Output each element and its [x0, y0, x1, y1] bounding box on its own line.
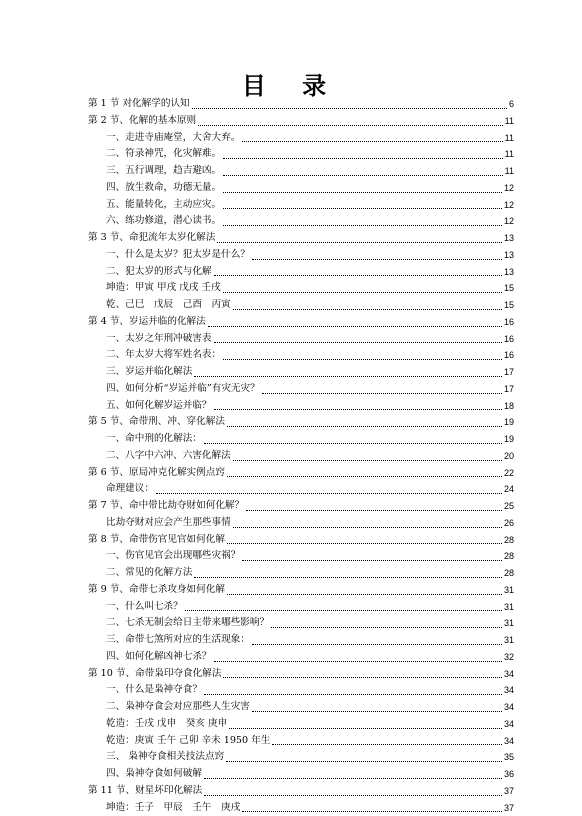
- toc-entry-page: 31: [504, 632, 514, 649]
- toc-dot-leader: [227, 476, 502, 477]
- toc-entry[interactable]: [88, 247, 514, 264]
- toc-entry[interactable]: [88, 96, 514, 113]
- toc-entry[interactable]: [88, 213, 514, 230]
- toc-entry-page: 12: [504, 213, 514, 230]
- toc-entry-page: 19: [504, 414, 514, 431]
- toc-entry-title: 第 6 节、原局冲克化解实例点窍: [88, 465, 225, 482]
- toc-dot-leader: [229, 728, 502, 729]
- toc-entry-title: 三、 枭神夺食相关技法点窍: [106, 749, 224, 766]
- toc-entry-page: 15: [504, 297, 514, 314]
- toc-dot-leader: [214, 661, 502, 662]
- toc-entry-page: 11: [505, 163, 514, 180]
- toc-entry-title: 三、命带七煞所对应的生活现象：: [106, 632, 250, 649]
- toc-dot-leader: [192, 108, 507, 109]
- toc-dot-leader: [233, 527, 502, 528]
- toc-entry-title: 一、什么叫七杀？: [106, 599, 183, 616]
- toc-dot-leader: [223, 359, 502, 360]
- toc-entry-page: 19: [504, 431, 514, 448]
- toc-entry-title: 五、能量转化，主动应灾。: [106, 197, 221, 214]
- toc-dot-leader: [223, 158, 503, 159]
- toc-entry-page: 12: [504, 197, 514, 214]
- toc-entry-page: 28: [504, 532, 514, 549]
- toc-dot-leader: [242, 811, 502, 812]
- toc-entry-page: 11: [505, 146, 514, 163]
- toc-entry-title: 第 3 节、命犯流年太岁化解法: [88, 230, 215, 247]
- toc-entry[interactable]: [88, 599, 514, 616]
- toc-entry-page: 31: [504, 599, 514, 616]
- toc-entry[interactable]: [88, 532, 514, 549]
- toc-entry-title: 坤造：甲寅 甲戌 戊戌 壬戌: [106, 280, 221, 297]
- toc-dot-leader: [252, 644, 502, 645]
- toc-entry[interactable]: [88, 800, 514, 816]
- toc-entry-page: 20: [504, 448, 514, 465]
- toc-dot-leader: [198, 125, 503, 126]
- toc-dot-leader: [233, 309, 502, 310]
- toc-entry[interactable]: [88, 331, 514, 348]
- toc-entry-title: 三、岁运并临化解法: [106, 364, 192, 381]
- toc-entry[interactable]: [88, 565, 514, 582]
- toc-entry-title: 一、什么是太岁？犯太岁是什么？: [106, 247, 250, 264]
- toc-dot-leader: [194, 376, 502, 377]
- toc-dot-leader: [233, 460, 502, 461]
- toc-entry-title: 第 9 节、命带七杀攻身如何化解: [88, 582, 225, 599]
- toc-entry-page: 17: [504, 381, 514, 398]
- toc-entry-page: 34: [504, 682, 514, 699]
- toc-entry[interactable]: [88, 314, 514, 331]
- toc-entry-page: 12: [504, 180, 514, 197]
- toc-entry-title: 坤造：壬子 甲辰 壬午 庚戌: [106, 800, 240, 816]
- toc-entry-title: 四、如何化解凶神七杀？: [106, 649, 212, 666]
- toc-dot-leader: [214, 409, 502, 410]
- toc-entry-title: 比劫夺财对应会产生那些事情: [106, 515, 231, 532]
- toc-entry-title: 乾造：庚寅 壬午 己卯 辛未 1950 年生: [106, 733, 270, 750]
- toc-entry[interactable]: [88, 783, 514, 800]
- toc-entry-page: 13: [504, 247, 514, 264]
- toc-entry-title: 四、放生救命，功德无量。: [106, 180, 221, 197]
- toc-entry[interactable]: [88, 766, 514, 783]
- toc-dot-leader: [242, 141, 502, 142]
- toc-entry[interactable]: [88, 733, 514, 750]
- toc-entry[interactable]: [88, 632, 514, 649]
- toc-dot-leader: [252, 259, 502, 260]
- toc-entry[interactable]: [88, 548, 514, 565]
- toc-entry-page: 34: [504, 733, 514, 750]
- toc-entry[interactable]: [88, 666, 514, 683]
- toc-entry-title: 第 1 节 对化解学的认知: [88, 96, 190, 113]
- toc-dot-leader: [262, 393, 502, 394]
- toc-entry-title: 四、枭神夺食如何破解: [106, 766, 202, 783]
- toc-entry[interactable]: [88, 398, 514, 415]
- toc-dot-leader: [223, 677, 502, 678]
- toc-dot-leader: [204, 694, 502, 695]
- toc-dot-leader: [223, 208, 502, 209]
- toc-dot-leader: [214, 342, 502, 343]
- toc-dot-leader: [185, 610, 502, 611]
- toc-dot-leader: [156, 493, 502, 494]
- toc-entry-page: 11: [505, 113, 514, 130]
- toc-entry-title: 第 11 节、财星坏印化解法: [88, 783, 202, 800]
- toc-entry[interactable]: [88, 146, 514, 163]
- toc-entry-page: 22: [504, 465, 514, 482]
- toc-entry-page: 26: [504, 515, 514, 532]
- toc-entry-title: 一、走进寺庙庵堂，大舍大弃。: [106, 130, 240, 147]
- toc-entry[interactable]: [88, 515, 514, 532]
- toc-dot-leader: [252, 711, 502, 712]
- toc-entry[interactable]: [88, 431, 514, 448]
- toc-entry[interactable]: [88, 414, 514, 431]
- toc-dot-leader: [208, 326, 502, 327]
- toc-entry-title: 第 2 节、化解的基本原则: [88, 113, 196, 130]
- toc-entry-page: 31: [504, 582, 514, 599]
- toc-dot-leader: [246, 510, 502, 511]
- toc-entry[interactable]: [88, 448, 514, 465]
- toc-entry[interactable]: [88, 230, 514, 247]
- toc-entry-title: 乾造：壬戌 戊申 癸亥 庚申: [106, 716, 227, 733]
- toc-entry-page: 6: [509, 96, 514, 113]
- toc-entry-page: 18: [504, 398, 514, 415]
- toc-entry[interactable]: [88, 364, 514, 381]
- page-title: 目 录: [0, 66, 582, 101]
- toc-entry-title: 二、枭神夺食会对应那些人生灾害: [106, 699, 250, 716]
- toc-entry[interactable]: [88, 297, 514, 314]
- toc-entry-page: 16: [504, 331, 514, 348]
- toc-entry-title: 一、什么是枭神夺食？: [106, 682, 202, 699]
- toc-entry-page: 37: [504, 800, 514, 816]
- toc-dot-leader: [227, 426, 502, 427]
- toc-entry-page: 34: [504, 716, 514, 733]
- toc-dot-leader: [204, 795, 502, 796]
- toc-entry-page: 17: [504, 364, 514, 381]
- toc-entry-title: 二、八字中六冲、六害化解法: [106, 448, 231, 465]
- toc-entry-page: 31: [504, 615, 514, 632]
- toc-entry[interactable]: [88, 749, 514, 766]
- toc-entry-title: 二、犯太岁的形式与化解: [106, 264, 212, 281]
- toc-entry-title: 一、伤官见官会出现哪些灾祸？: [106, 548, 240, 565]
- toc-entry-title: 二、七杀无制会给日主带来哪些影响？: [106, 615, 269, 632]
- toc-entry[interactable]: [88, 280, 514, 297]
- toc-dot-leader: [204, 778, 502, 779]
- toc-entry-title: 二、年太岁大将军姓名表：: [106, 347, 221, 364]
- toc-entry-page: 15: [504, 280, 514, 297]
- toc-entry[interactable]: [88, 699, 514, 716]
- toc-dot-leader: [227, 594, 502, 595]
- toc-entry-title: 第 10 节、命带枭印夺食化解法: [88, 666, 221, 683]
- toc-dot-leader: [223, 192, 502, 193]
- toc-dot-leader: [272, 744, 502, 745]
- toc-entry[interactable]: [88, 498, 514, 515]
- toc-entry-title: 命理建议：: [106, 481, 154, 498]
- toc-entry-page: 16: [504, 347, 514, 364]
- toc-entry-title: 一、命中刑的化解法：: [106, 431, 202, 448]
- toc-entry[interactable]: [88, 649, 514, 666]
- toc-entry-page: 34: [504, 666, 514, 683]
- toc-entry[interactable]: [88, 465, 514, 482]
- toc-entry-page: 32: [504, 649, 514, 666]
- toc-entry-title: 乾、己巳 戊辰 己酉 丙寅: [106, 297, 231, 314]
- toc-entry-title: 三、五行调理，趋吉避凶。: [106, 163, 221, 180]
- toc-dot-leader: [217, 242, 502, 243]
- table-of-contents: [88, 96, 514, 816]
- toc-entry[interactable]: [88, 163, 514, 180]
- toc-dot-leader: [214, 275, 502, 276]
- toc-entry-page: 25: [504, 498, 514, 515]
- toc-entry[interactable]: [88, 347, 514, 364]
- toc-entry-title: 第 4 节、岁运并临的化解法: [88, 314, 206, 331]
- toc-entry-page: 24: [504, 481, 514, 498]
- toc-entry-page: 16: [504, 314, 514, 331]
- toc-entry-title: 第 7 节、命中带比劫夺财如何化解？: [88, 498, 244, 515]
- toc-entry-title: 第 5 节、命带刑、冲、穿化解法: [88, 414, 225, 431]
- toc-entry[interactable]: [88, 682, 514, 699]
- toc-dot-leader: [227, 543, 502, 544]
- toc-entry-title: 五、如何化解岁运并临？: [106, 398, 212, 415]
- toc-entry[interactable]: [88, 130, 514, 147]
- toc-entry[interactable]: [88, 582, 514, 599]
- toc-dot-leader: [223, 292, 502, 293]
- toc-entry[interactable]: [88, 381, 514, 398]
- toc-entry[interactable]: [88, 113, 514, 130]
- toc-entry-title: 二、常见的化解方法: [106, 565, 192, 582]
- toc-entry-title: 第 8 节、命带伤官见官如何化解: [88, 532, 225, 549]
- toc-entry[interactable]: [88, 481, 514, 498]
- toc-entry-page: 37: [504, 783, 514, 800]
- toc-dot-leader: [242, 560, 502, 561]
- toc-dot-leader: [271, 627, 502, 628]
- toc-entry-page: 28: [504, 548, 514, 565]
- toc-dot-leader: [223, 225, 502, 226]
- toc-entry-page: 36: [504, 766, 514, 783]
- toc-entry-title: 一、太岁之年刑冲破害表: [106, 331, 212, 348]
- toc-entry-page: 13: [504, 230, 514, 247]
- toc-entry-page: 35: [504, 749, 514, 766]
- toc-entry[interactable]: [88, 615, 514, 632]
- toc-entry-title: 六、练功修道，潜心读书。: [106, 213, 221, 230]
- toc-entry-page: 11: [505, 130, 514, 147]
- toc-dot-leader: [194, 577, 502, 578]
- toc-dot-leader: [223, 175, 503, 176]
- toc-entry[interactable]: [88, 716, 514, 733]
- toc-dot-leader: [226, 761, 502, 762]
- toc-entry-title: 四、如何分析“岁运并临”有灾无灾？: [106, 381, 260, 398]
- toc-entry-page: 28: [504, 565, 514, 582]
- toc-entry-page: 34: [504, 699, 514, 716]
- toc-entry-page: 13: [504, 264, 514, 281]
- toc-dot-leader: [204, 443, 502, 444]
- toc-entry[interactable]: [88, 197, 514, 214]
- toc-entry-title: 二、符录神咒，化灾解难。: [106, 146, 221, 163]
- toc-entry[interactable]: [88, 264, 514, 281]
- toc-entry[interactable]: [88, 180, 514, 197]
